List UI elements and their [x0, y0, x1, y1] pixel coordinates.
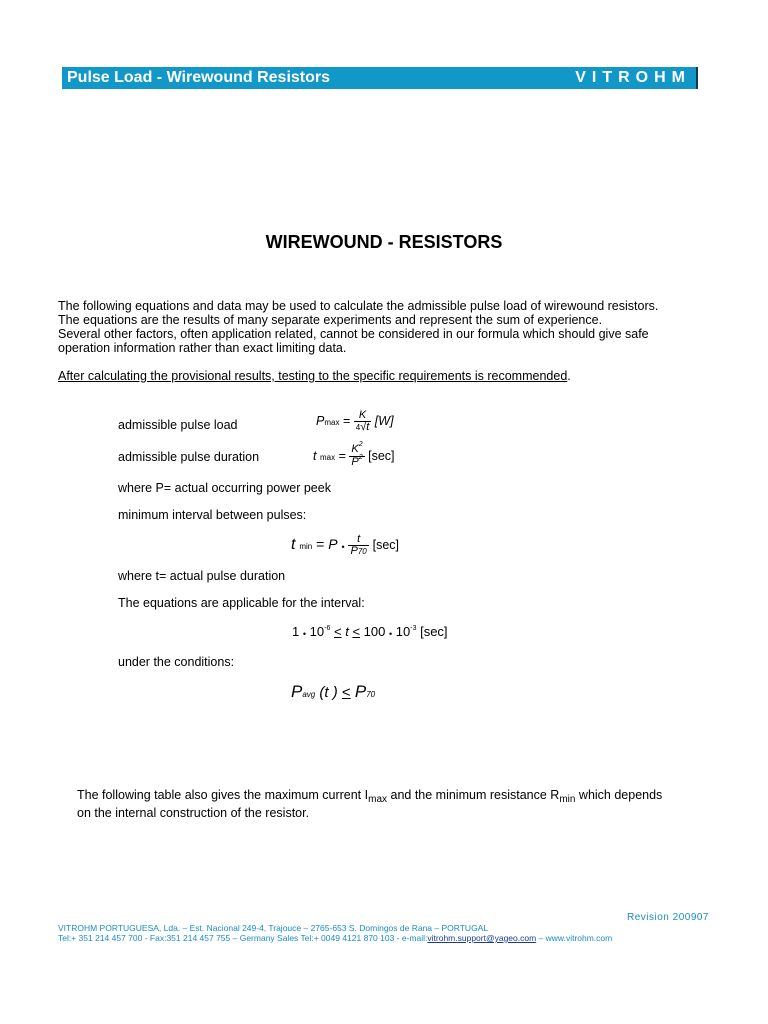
pavg-symbol: P [291, 682, 303, 701]
document-title: WIREWOUND - RESISTORS [265, 232, 503, 252]
tmin-symbol: t [291, 536, 296, 554]
unit-watt: [W] [374, 413, 394, 428]
interval-a-base: 10 [309, 624, 325, 639]
where-t-note: where t= actual pulse duration [118, 569, 286, 583]
interval-a: 1 [292, 624, 300, 639]
interval-t: t [345, 624, 349, 639]
pavg-sub: avg [302, 690, 316, 699]
fraction-numerator: K [354, 410, 372, 422]
pulse-load-label: admissible pulse load [118, 418, 238, 432]
multiply-dot: • [302, 629, 307, 639]
interval-b: 100 [363, 624, 386, 639]
pulse-load-fraction [354, 410, 372, 433]
equals-sign: = [316, 536, 325, 553]
footer-contact [58, 933, 612, 943]
equals-sign: = [338, 448, 346, 463]
less-equal: < [341, 684, 351, 701]
revision-label: Revision 200907 [627, 912, 709, 923]
footer-website: – www.vitrohm.com [536, 933, 613, 943]
pmax-symbol: P [316, 413, 325, 428]
equals-sign: = [342, 413, 351, 428]
footer-address: VITROHM PORTUGUESA, Lda. – Est. Nacional 249-4, Trajouce – 2765-653 S. Domingos de Rana – PORTUGAL [58, 923, 489, 933]
fraction-denominator: $P^2$ [351, 454, 363, 468]
unit-sec: [sec] [420, 624, 448, 639]
interval-b-exp: -3 [410, 625, 417, 632]
pulse-duration-fraction [349, 441, 364, 469]
table-note-line-2: on the internal construction of the resistor. [77, 806, 310, 820]
interval-a-exp: -6 [324, 625, 331, 632]
table-note-line-1: The following table also gives the maximum current $I_{max}$ and the minimum resistance $R_{min}$ which depends [77, 788, 663, 805]
recommendation-period: . [567, 369, 571, 383]
intro-line-2: The equations are the results of many separate experiments and represent the sum of experience. [58, 313, 603, 327]
fraction-numerator: $K^2$ [351, 441, 363, 455]
min-interval-fraction [348, 534, 368, 557]
tmax-sub: max [319, 452, 336, 462]
min-interval-equation [291, 534, 399, 557]
tmax-symbol: t [313, 448, 317, 463]
pulse-load-equation [316, 410, 394, 433]
fraction-numerator: t [348, 534, 368, 546]
intro-line-3: Several other factors, often application related, cannot be considered in our formula which should give safe [58, 327, 649, 341]
p70-sub: 70 [366, 690, 376, 699]
less-equal-2: < [352, 624, 361, 639]
unit-sec: [sec] [372, 538, 400, 553]
fraction-denominator: 4√t [355, 421, 370, 433]
condition-equation [291, 682, 375, 702]
recommendation-text: After calculating the provisional results, testing to the specific requirements is recommended [58, 369, 568, 383]
interval-b-base: 10 [395, 624, 411, 639]
interval-equation [292, 624, 448, 639]
tmin-sub: min [299, 542, 313, 552]
header-bar [62, 67, 698, 89]
unit-sec: [sec] [368, 448, 395, 463]
pulse-duration-label: admissible pulse duration [118, 450, 260, 464]
less-equal-1: < [333, 624, 342, 639]
footer-contact-text: Tel:+ 351 214 457 700 - Fax:351 214 457 755 – Germany Sales Tel:+ 0049 4121 870 103 - e-mail: [58, 933, 428, 943]
pmax-sub: max [324, 417, 340, 427]
recommendation [58, 369, 571, 383]
intro-line-1: The following equations and data may be used to calculate the admissible pulse load of wirewound resistors. [58, 299, 659, 313]
fraction-denominator: P70 [350, 545, 367, 557]
t-argument: (t ) [319, 684, 338, 701]
conditions-label: under the conditions: [118, 655, 235, 669]
email-link[interactable]: vitrohm.support@yageo.com [427, 933, 537, 943]
interval-label: The equations are applicable for the interval: [118, 596, 365, 610]
multiply-dot: • [388, 629, 393, 639]
min-interval-label: minimum interval between pulses: [118, 508, 307, 522]
p-symbol: P [328, 536, 338, 553]
multiply-dot: • [341, 542, 345, 553]
p70-symbol: P [354, 682, 367, 701]
header-edge [696, 67, 698, 89]
pulse-duration-equation [313, 441, 395, 469]
intro-line-4: operation information rather than exact limiting data. [58, 341, 347, 355]
where-p-note: where P= actual occurring power peek [118, 481, 331, 495]
header-title: Pulse Load - Wirewound Resistors [67, 69, 331, 86]
vitrohm-logo: VITROHM [575, 69, 691, 86]
